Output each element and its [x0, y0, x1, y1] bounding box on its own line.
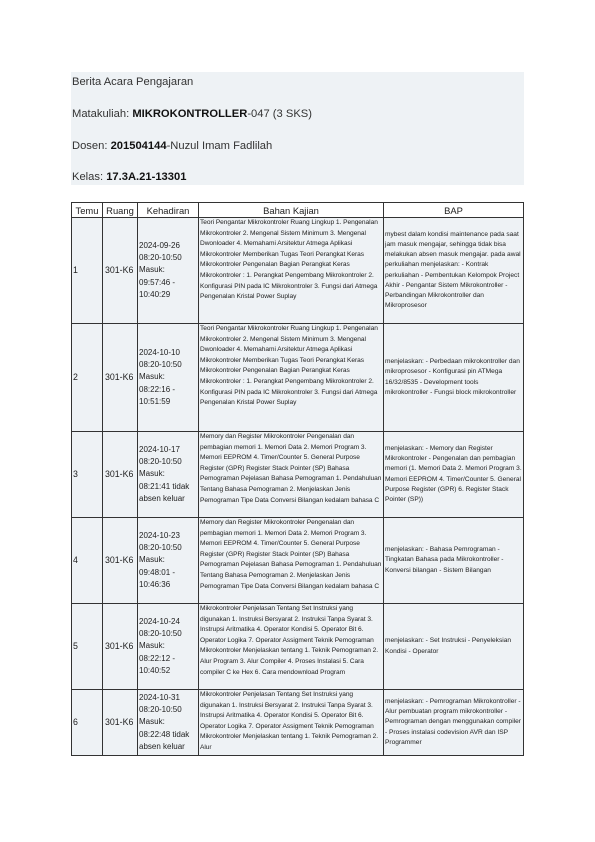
col-header-temu: Temu: [72, 203, 103, 218]
ruang-cell: 301-K6: [103, 432, 138, 518]
temu-cell: 1: [72, 218, 103, 324]
table-row: [72, 218, 524, 324]
kelas-value: 17.3A.21-13301: [106, 171, 187, 183]
kehadiran-cell: 2024-10-24 08:20-10:50 Masuk: 08:22:12 - 10:40:52: [138, 604, 199, 690]
dosen-label: Dosen:: [72, 140, 111, 152]
ruang-cell: 301-K6: [103, 324, 138, 432]
bap-cell: menjelaskan: - Memory dan Register Mikrokontroler - Pengenalan dan pembagian memori (1. Memori Data 2. Memori Program 3. Memori EEPROM 4. Timer/Counter 5. General Purpose Register (GPR) 6. Register Stack Pointer (SP)): [384, 432, 524, 518]
bap-cell: menjelaskan: - Pemrograman Mikrokontroller - Alur pembuatan program mikrokontroller - Pemrograman dengan menggunakan compiler - Proses instalasi codevision AVR dan ISP Programmer: [384, 690, 524, 756]
kelas-line: [72, 171, 186, 183]
bap-cell: menjelaskan: - Set Instruksi - Penyeleksian Kondisi - Operator: [384, 604, 524, 690]
matakuliah-line: [72, 108, 312, 120]
bahan-kajian-cell: [199, 690, 384, 756]
table-row: [72, 690, 524, 756]
class-info-panel: [71, 72, 524, 185]
temu-cell: 5: [72, 604, 103, 690]
page-title: Berita Acara Pengajaran: [72, 76, 194, 88]
kelas-label: Kelas:: [72, 171, 107, 183]
table-row: [72, 518, 524, 604]
dosen-line: [72, 140, 272, 152]
col-header-bap: BAP: [384, 203, 524, 218]
matakuliah-rest: -047 (3 SKS): [247, 108, 312, 120]
bahan-kajian-cell: Memory dan Register Mikrokontroler Pengenalan dan pembagian memori 1. Memori Data 2. Memori Program 3. Memori EEPROM 4. Timer/Counter 5. General Purpose Register (GPR) Register Stack Pointer (SP) Bahasa Pemograman Pejelasan Bahasa Pemograman 1. Pendahuluan Tentang Bahasa Pemograman 2. Menjelaskan Jenis Pemograman Tipe Data Conversi Bilangan kedalam bahasa C: [199, 518, 384, 604]
temu-cell: 2: [72, 324, 103, 432]
matakuliah-label: Matakuliah:: [72, 108, 133, 120]
bahan-kajian-cell: Memory dan Register Mikrokontroler Pengenalan dan pembagian memori 1. Memori Data 2. Memori Program 3. Memori EEPROM 4. Timer/Counter 5. General Purpose Register (GPR) Register Stack Pointer (SP) Bahasa Pemograman Pejelasan Bahasa Pemograman 1. Pendahuluan Tentang Bahasa Pemograman 2. Menjelaskan Jenis Pemograman Tipe Data Conversi Bilangan kedalam bahasa C: [199, 432, 384, 518]
bap-table: [71, 202, 524, 756]
kehadiran-cell: 2024-10-17 08:20-10:50 Masuk: 08:21:41 tidak absen keluar: [138, 432, 199, 518]
dosen-name: -Nuzul Imam Fadlilah: [166, 140, 273, 152]
matakuliah-code: MIKROKONTROLLER: [132, 108, 248, 120]
bap-cell: mybest dalam kondisi maintenance pada saat jam masuk mengajar, sehingga tidak bisa melakukan absen masuk mengajar. pada awal perkuliahan menjelaskan: - Kontrak perkuliahan - Pembentukan Kelompok Project Akhir - Pengantar Sistem Mikrokontroller - Perbandingan Mikrokontroller dan Mikroprosesor: [384, 218, 524, 324]
ruang-cell: 301-K6: [103, 218, 138, 324]
col-header-kehadiran: Kehadiran: [138, 203, 199, 218]
bap-cell: menjelaskan: - Bahasa Pemrograman - Tingkatan Bahasa pada Mikrokontroller - Konversi bilangan - Sistem Bilangan: [384, 518, 524, 604]
ruang-cell: 301-K6: [103, 518, 138, 604]
table-row: [72, 324, 524, 432]
bahan-kajian-cell: Teori Pengantar Mikrokontroler Ruang Lingkup 1. Pengenalan Mikrokontroler 2. Mengenal Sistem Minimum 3. Mengenal Dwonloader 4. Memahami Arsitektur Atmega Aplikasi Mikrokontroler Memberikan Tugas Teori Perangkat Keras Mikrokontroler Pengenalan Bagian Perangkat Keras Mikrokontroler : 1. Perangkat Pengembang Mikrokontroler 2. Konfigurasi PIN pada IC Mikrokontroler 3. Fungsi dari Atmega Pengenalan Kristal Power Suplay: [199, 218, 384, 324]
kehadiran-cell: 2024-09-26 08:20-10:50 Masuk: 09:57:46 - 10:40:29: [138, 218, 199, 324]
col-header-bahan-kajian: Bahan Kajian: [199, 203, 384, 218]
kehadiran-cell: 2024-10-31 08:20-10:50 Masuk: 08:22:48 tidak absen keluar: [138, 690, 199, 756]
kehadiran-cell: 2024-10-23 08:20-10:50 Masuk: 09:48:01 - 10:46:36: [138, 518, 199, 604]
bahan-kajian-cell: Mikrokontroler Penjelasan Tentang Set Instruksi yang digunakan 1. Instruksi Bersyarat 2. Instruksi Tanpa Syarat 3. Instrupsi Aritmatika 4. Operator Kondisi 5. Operator Bit 6. Operator Logika 7. Operator Assigment Teknik Pemograman Mikrokontroler Menjelaskan tentang 1. Teknik Pemograman 2. Alur Program 3. Alur Compiler 4. Proses Instalasi 5. Cara compiler C ke Hex 6. Cara mendownload Program: [199, 604, 384, 690]
bap-cell: menjelaskan: - Perbedaan mikrokontroller dan mikroprosesor - Konfigurasi pin ATMega 16/32/8535 - Development tools mikrokontroller - Fungsi block mikrokontroller: [384, 324, 524, 432]
ruang-cell: 301-K6: [103, 604, 138, 690]
bahan-kajian-text: Mikrokontroler Penjelasan Tentang Set Instruksi yang digunakan 1. Instruksi Bersyarat 2. Instruksi Tanpa Syarat 3. Instrupsi Aritmatika 4. Operator Kondisi 5. Operator Bit 6. Operator Logika 7. Operator Assigment Teknik Pemograman Mikrokontroler Menjelaskan tentang 1. Teknik Pemograman 2. Alur: [200, 691, 379, 751]
table-row: [72, 604, 524, 690]
temu-cell: 3: [72, 432, 103, 518]
table-header-row: [72, 203, 524, 218]
temu-cell: 6: [72, 690, 103, 756]
ruang-cell: 301-K6: [103, 690, 138, 756]
temu-cell: 4: [72, 518, 103, 604]
col-header-ruang: Ruang: [103, 203, 138, 218]
dosen-id: 201504144: [110, 140, 167, 152]
bahan-kajian-cell: Teori Pengantar Mikrokontroler Ruang Lingkup 1. Pengenalan Mikrokontroler 2. Mengenal Sistem Minimum 3. Mengenal Dwonloader 4. Memahami Arsitektur Atmega Aplikasi Mikrokontroler Memberikan Tugas Teori Perangkat Keras Mikrokontroler Pengenalan Bagian Perangkat Keras Mikrokontroler : 1. Perangkat Pengembang Mikrokontroler 2. Konfigurasi PIN pada IC Mikrokontroler 3. Fungsi dari Atmega Pengenalan Kristal Power Suplay: [199, 324, 384, 432]
kehadiran-cell: 2024-10-10 08:20-10:50 Masuk: 08:22:16 - 10:51:59: [138, 324, 199, 432]
table-row: [72, 432, 524, 518]
